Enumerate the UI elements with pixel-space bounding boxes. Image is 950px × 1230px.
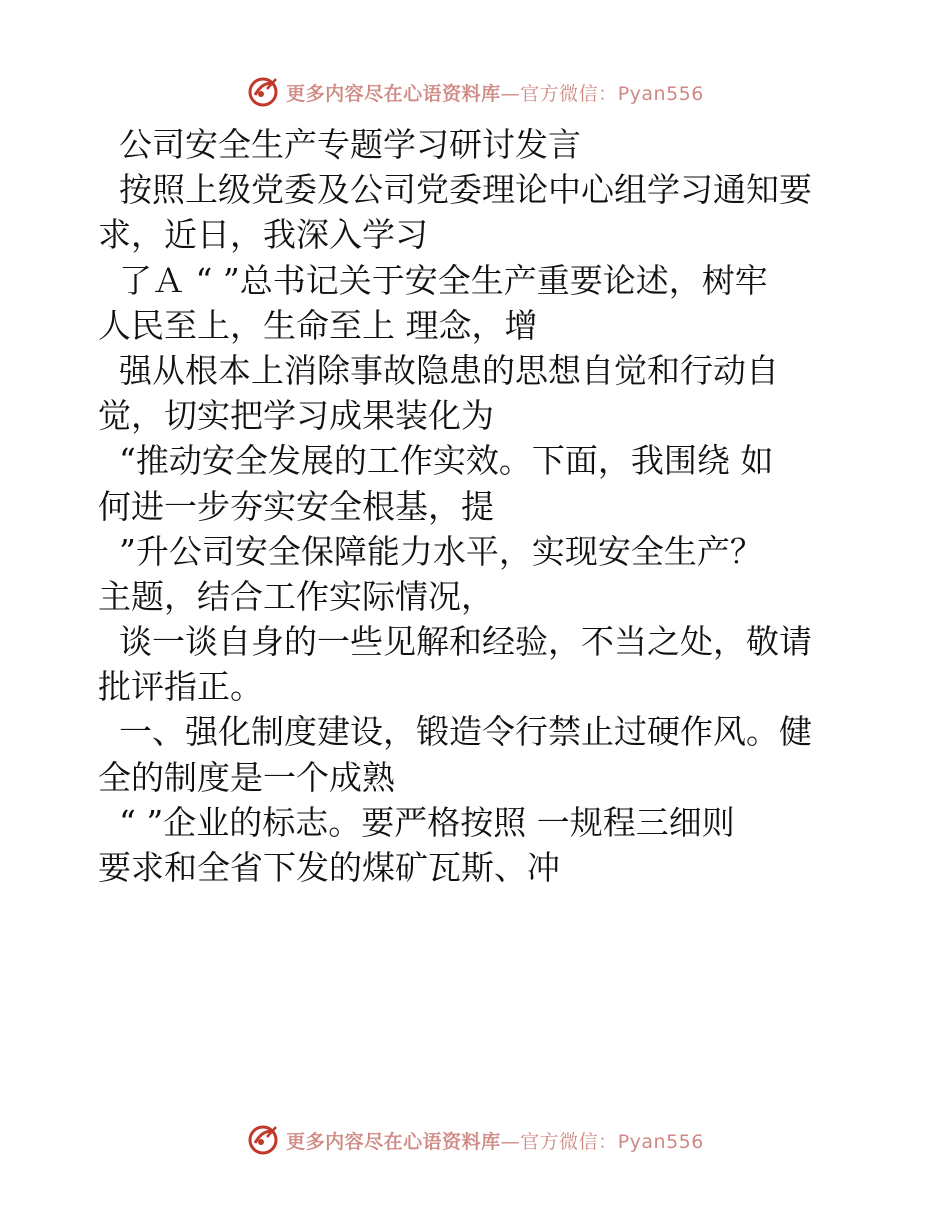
brand-logo-icon <box>246 75 280 109</box>
text-line: 全的制度是一个成熟 <box>98 757 395 797</box>
text-line: 了Ａ “ ”总书记关于安全生产重要论述，树牢 <box>98 260 768 300</box>
text-line: 求，近日，我深入学习 <box>98 215 428 255</box>
text-line: 人民至上，生命至上 理念，增 <box>98 305 538 345</box>
document-title: 公司安全生产专题学习研讨发言 <box>98 125 581 164</box>
brand-logo-icon <box>246 1123 280 1157</box>
text-line: 谈一谈自身的一些见解和经验，不当之处，敬请 <box>98 622 812 662</box>
banner-brand: 更多内容尽在心语资料库 <box>286 82 501 105</box>
document-body <box>98 122 858 890</box>
banner-official-label: 官方微信： <box>520 82 618 105</box>
section-heading-line: 一、强化制度建设，锻造令行禁止过硬作风。健 <box>98 712 812 752</box>
banner-text <box>286 79 704 106</box>
text-line: ”升公司安全保障能力水平，实现安全生产？ <box>98 531 763 571</box>
text-line: 要求和全省下发的煤矿瓦斯、冲 <box>98 848 560 887</box>
banner-account: Pyan556 <box>617 82 704 105</box>
banner-separator: — <box>500 82 521 105</box>
header-watermark-banner <box>0 72 950 112</box>
banner-account: Pyan556 <box>617 1130 704 1153</box>
footer-watermark-banner <box>0 1120 950 1160</box>
text-line: 觉，切实把学习成果装化为 <box>98 396 494 436</box>
text-line: “推动安全发展的工作实效。下面，我围绕 如 <box>98 441 774 481</box>
text-line: 主题，结合工作实际情况， <box>98 576 494 616</box>
text-line: 强从根本上消除事故隐患的思想自觉和行动自 <box>98 350 779 390</box>
banner-text <box>286 1127 704 1154</box>
text-line: “ ”企业的标志。要严格按照 一规程三细则 <box>98 802 735 842</box>
banner-official-label: 官方微信： <box>520 1130 618 1153</box>
text-line: 批评指正。 <box>98 667 263 707</box>
banner-separator: — <box>500 1130 521 1153</box>
text-line: 按照上级党委及公司党委理论中心组学习通知要 <box>98 170 812 210</box>
banner-brand: 更多内容尽在心语资料库 <box>286 1130 501 1153</box>
text-line: 何进一步夯实安全根基，提 <box>98 486 494 526</box>
